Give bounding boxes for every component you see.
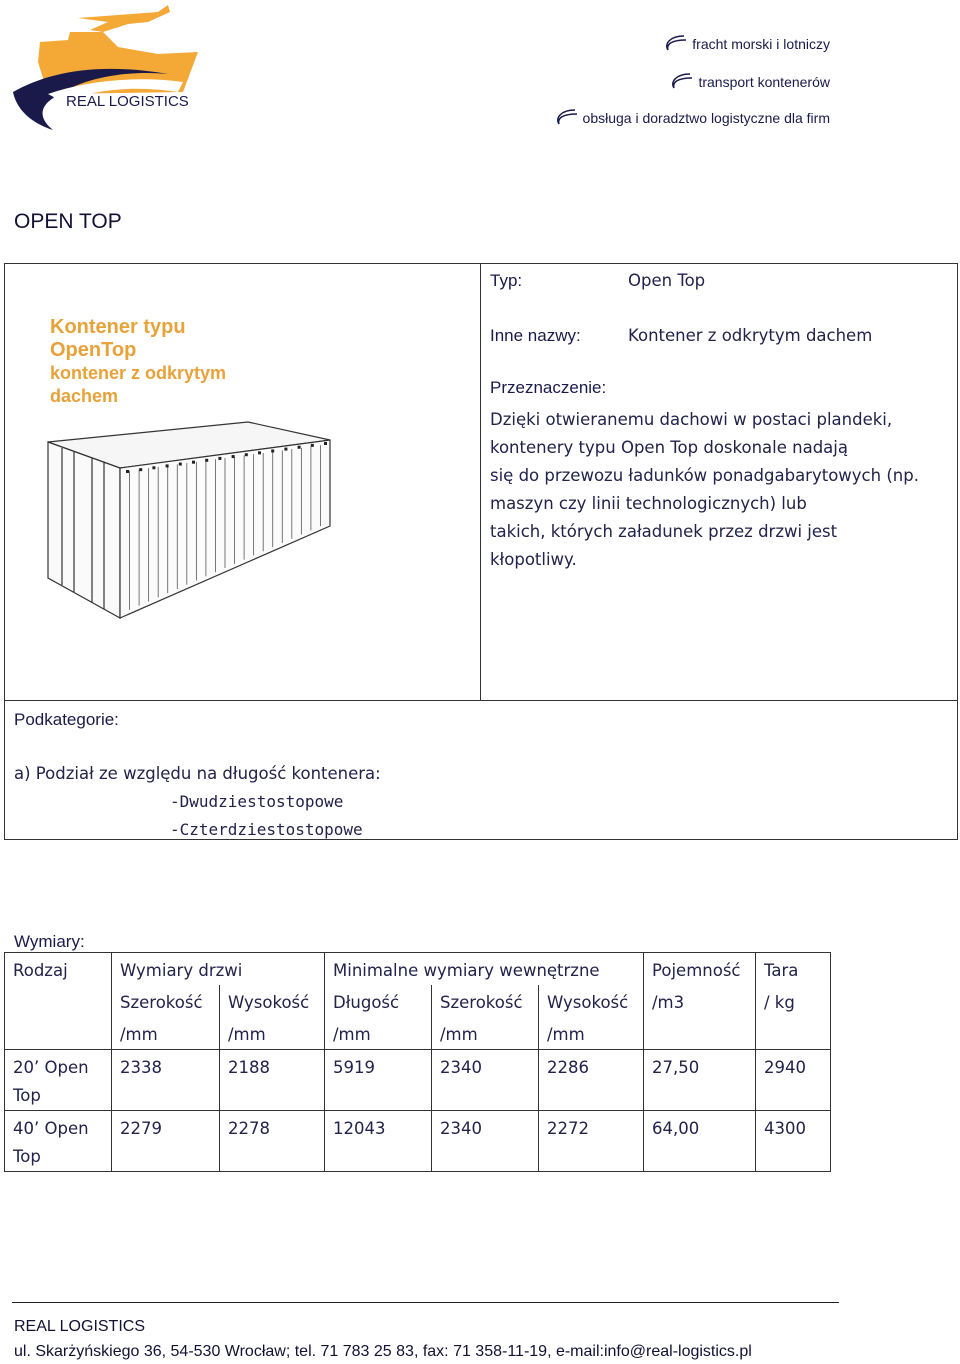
header-capacity-unit: /m3 — [644, 985, 756, 1050]
header-type: Rodzaj — [5, 953, 112, 1050]
header-tare-unit: / kg — [756, 985, 831, 1050]
cell-length: 5919 — [325, 1050, 432, 1111]
cell-length: 12043 — [325, 1111, 432, 1172]
table-row — [5, 1111, 831, 1172]
page-title: OPEN TOP — [14, 210, 122, 233]
header-tare: Tara — [756, 953, 831, 986]
header-int-width: Szerokość — [432, 985, 539, 1017]
logo-graphic — [8, 2, 228, 134]
unit-cell: /mm — [432, 1017, 539, 1050]
header-internal: Minimalne wymiary wewnętrzne — [325, 953, 644, 986]
type-label: Typ: — [490, 271, 523, 290]
unit-cell: /mm — [325, 1017, 432, 1050]
cell-tare: 4300 — [756, 1111, 831, 1172]
other-names-value: Kontener z odkrytym dachem — [628, 326, 873, 345]
other-names-label: Inne nazwy: — [490, 326, 581, 345]
header-int-height: Wysokość — [539, 985, 644, 1017]
subcategory-item: -Dwudziestostopowe — [170, 792, 344, 811]
image-caption: Kontener typu OpenTop kontener z odkrytym dachem — [50, 316, 227, 406]
footer-divider — [12, 1302, 839, 1303]
header-door-height: Wysokość — [220, 985, 325, 1017]
cell-width: 2340 — [432, 1050, 539, 1111]
table-header-row — [5, 953, 831, 986]
header-door-width: Szerokość — [112, 985, 220, 1017]
header-int-length: Długość — [325, 985, 432, 1017]
cell-door-height: 2188 — [220, 1050, 325, 1111]
dimensions-table — [4, 952, 831, 1172]
cell-door-width: 2338 — [112, 1050, 220, 1111]
tagline-3: obsługa i doradztwo logistyczne dla firm — [553, 108, 830, 126]
footer-company: REAL LOGISTICS — [14, 1318, 145, 1335]
cell-height: 2286 — [539, 1050, 644, 1111]
open-top-container-image — [40, 420, 340, 620]
unit-cell: /mm — [539, 1017, 644, 1050]
tagline-2: transport kontenerów — [668, 72, 830, 90]
unit-cell: /mm — [220, 1017, 325, 1050]
header-capacity: Pojemność — [644, 953, 756, 986]
cell-capacity: 27,50 — [644, 1050, 756, 1111]
header-door: Wymiary drzwi — [112, 953, 325, 986]
table-subheader-row — [5, 985, 831, 1017]
tagline-1: fracht morski i lotniczy — [662, 34, 830, 52]
logo-text: REAL LOGISTICS — [66, 93, 189, 110]
container-illustration — [40, 420, 340, 620]
footer-address: ul. Skarżyńskiego 36, 54-530 Wrocław; tel. 71 783 25 83, fax: 71 358-11-19, e-mail:info@real-logistics.pl — [14, 1343, 752, 1360]
swoosh-icon — [662, 34, 688, 52]
subcategory-item: -Czterdziestostopowe — [170, 820, 363, 839]
subcategories-label: Podkategorie: — [14, 710, 119, 729]
cell-height: 2272 — [539, 1111, 644, 1172]
cell-type: 20’ Open Top — [5, 1050, 112, 1111]
swoosh-icon — [668, 72, 694, 90]
purpose-text: Dzięki otwieranemu dachowi w postaci plandeki, kontenery typu Open Top doskonale nadają się do przewozu ładunków ponadgabarytowych (np. maszyn czy linii technologicznych) lub takich, których załadunek przez drzwi jest kłopotliwy. — [490, 410, 919, 569]
cell-type: 40’ Open Top — [5, 1111, 112, 1172]
purpose-label: Przeznaczenie: — [490, 378, 607, 397]
cell-tare: 2940 — [756, 1050, 831, 1111]
cell-capacity: 64,00 — [644, 1111, 756, 1172]
cell-door-width: 2279 — [112, 1111, 220, 1172]
cell-width: 2340 — [432, 1111, 539, 1172]
company-logo — [8, 2, 228, 134]
subcategories-intro: a) Podział ze względu na długość kontenera: — [14, 764, 381, 783]
table-row — [5, 1050, 831, 1111]
unit-cell: /mm — [112, 1017, 220, 1050]
dimensions-label: Wymiary: — [14, 932, 85, 951]
type-value: Open Top — [628, 271, 706, 290]
swoosh-icon — [553, 108, 579, 126]
cell-door-height: 2278 — [220, 1111, 325, 1172]
info-divider — [480, 263, 481, 701]
